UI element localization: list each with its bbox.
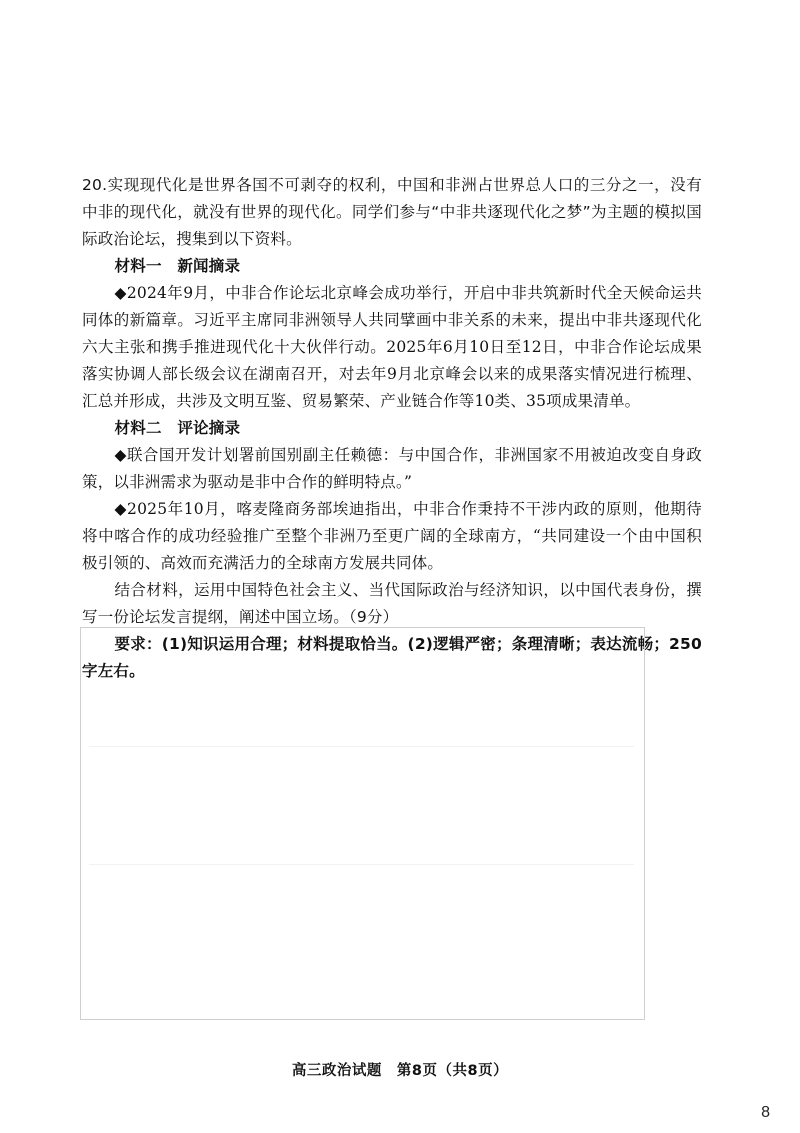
material-2-heading: 材料二 评论摘录 <box>114 419 241 437</box>
material-2-paragraph-1: ◆联合国开发计划署前国别副主任赖德：与中国合作，非洲国家不用被迫改变自身政策，以非洲需求为驱动是非中合作的鲜明特点。” <box>82 446 702 491</box>
answer-area[interactable] <box>80 627 645 1020</box>
question-task: 结合材料，运用中国特色社会主义、当代国际政治与经济知识，以中国代表身份，撰写一份论坛发言提纲，阐述中国立场。（9分） <box>82 581 702 626</box>
material-1-heading: 材料一 新闻摘录 <box>114 257 241 275</box>
page-footer: 高三政治试题 第8页（共8页） <box>291 1063 509 1079</box>
material-1-paragraph: ◆2024年9月，中非合作论坛北京峰会成功举行，开启中非共筑新时代全天候命运共同体的新篇章。习近平主席同非洲领导人共同擘画中非关系的未来，提出中非共逐现代化六大主张和携手推进现代化十大伙伴行动。2025年6月10日至12日，中非合作论坛成果落实协调人部长级会议在湖南召开，对去年9月北京峰会以来的成果落实情况进行梳理、汇总并形成，共涉及文明互鉴、贸易繁荣、产业链合作等10类、35项成果清单。 <box>82 284 702 410</box>
answer-line <box>89 746 634 747</box>
answer-line <box>89 864 634 865</box>
question-20 <box>82 172 702 685</box>
question-intro: 20.实现现代化是世界各国不可剥夺的权利，中国和非洲占世界总人口的三分之一，没有中非的现代化，就没有世界的现代化。同学们参与“中非共逐现代化之梦”为主题的模拟国际政治论坛，搜集到以下资料。 <box>82 176 702 248</box>
page-number: 8 <box>761 1104 770 1121</box>
material-2-paragraph-2: ◆2025年10月，喀麦隆商务部埃迪指出，中非合作秉持不干涉内政的原则，他期待将中喀合作的成功经验推广至整个非洲乃至更广阔的全球南方，“共同建设一个由中国积极引领的、高效而充满活力的全球南方发展共同体。 <box>82 500 702 572</box>
question-requirement: 要求：(1)知识运用合理；材料提取恰当。(2)逻辑严密；条理清晰；表达流畅；250字左右。 <box>82 635 702 680</box>
